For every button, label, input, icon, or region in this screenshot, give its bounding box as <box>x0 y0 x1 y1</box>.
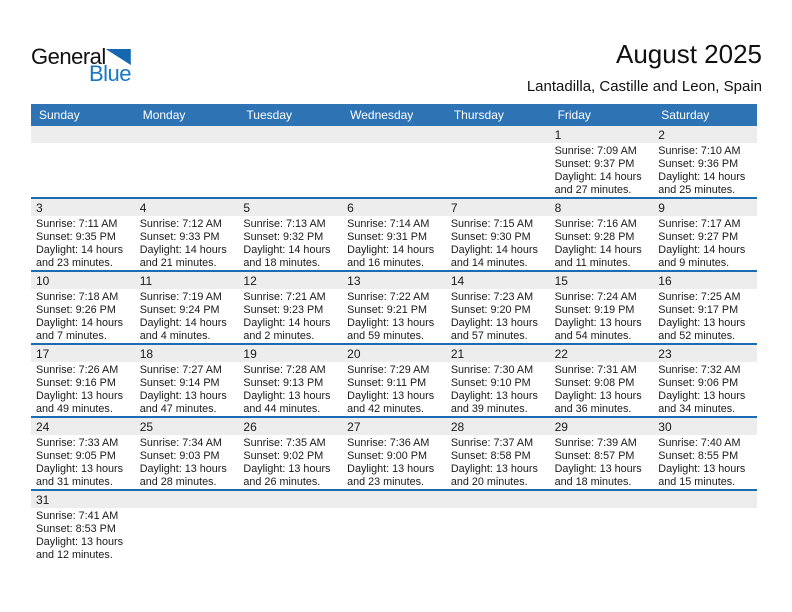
sun-info-line: Sunset: 9:03 PM <box>139 450 220 462</box>
weekday-monday: Monday <box>142 108 186 122</box>
sun-info-line: Sunset: 9:20 PM <box>450 304 531 316</box>
day-cell-7 <box>446 199 550 270</box>
sun-info-line: Sunrise: 7:31 AM <box>554 364 637 376</box>
sun-info-line: and 44 minutes. <box>243 403 321 415</box>
sun-info-line: Daylight: 13 hours <box>347 463 435 475</box>
day-number <box>446 126 550 143</box>
sun-info-line: Sunrise: 7:27 AM <box>139 364 222 376</box>
sun-info-line: Sunrise: 7:24 AM <box>554 291 637 303</box>
sun-info-line: Sunrise: 7:41 AM <box>36 510 119 522</box>
sun-info-line: Sunrise: 7:30 AM <box>450 364 534 376</box>
sun-info-line: Daylight: 13 hours <box>658 390 746 402</box>
sun-info-line: Sunset: 8:55 PM <box>658 450 739 462</box>
sun-info-line: Sunset: 8:57 PM <box>554 450 635 462</box>
day-number: 8 <box>550 199 654 216</box>
sun-info-line: Sunrise: 7:26 AM <box>36 364 119 376</box>
day-cell-9 <box>653 199 757 270</box>
sun-info-line: Daylight: 14 hours <box>554 171 642 183</box>
sun-info-line: Daylight: 13 hours <box>139 463 227 475</box>
sun-info-line: Sunset: 8:53 PM <box>36 523 116 535</box>
day-number: 23 <box>653 345 757 362</box>
sun-info-line: Sunrise: 7:13 AM <box>243 218 326 230</box>
sun-info-line: Daylight: 13 hours <box>554 463 642 475</box>
day-number: 13 <box>342 272 446 289</box>
logo-text-general: General <box>31 44 106 69</box>
day-cell-4 <box>135 199 239 270</box>
day-cell-empty <box>446 491 550 564</box>
week-row-1 <box>31 126 757 199</box>
page-title: August 2025 <box>615 39 762 69</box>
sun-info-line: and 11 minutes. <box>554 257 631 269</box>
day-sun-info <box>446 216 550 270</box>
sun-info-line: Daylight: 13 hours <box>347 390 435 402</box>
day-cell-empty <box>446 126 550 197</box>
day-sun-info <box>31 435 135 489</box>
day-cell-empty <box>342 491 446 564</box>
day-sun-info <box>31 508 135 562</box>
sun-info-line: Sunset: 9:17 PM <box>658 304 739 316</box>
sun-info-line: Sunset: 9:06 PM <box>658 377 739 389</box>
day-cell-empty <box>342 126 446 197</box>
sun-info-line: Sunset: 9:26 PM <box>36 304 116 316</box>
sun-info-line: Daylight: 13 hours <box>243 390 331 402</box>
day-number: 4 <box>135 199 239 216</box>
day-sun-info <box>342 362 446 416</box>
sun-info-line: and 47 minutes. <box>139 403 217 415</box>
sun-info-line: Daylight: 13 hours <box>36 536 124 548</box>
day-sun-info <box>653 143 757 197</box>
title-block <box>527 38 762 95</box>
day-sun-info <box>135 216 239 270</box>
day-number: 18 <box>135 345 239 362</box>
sun-info-line: Sunrise: 7:11 AM <box>36 218 118 230</box>
day-number: 16 <box>653 272 757 289</box>
day-cell-18 <box>135 345 239 416</box>
day-cell-10 <box>31 272 135 343</box>
day-cell-1 <box>550 126 654 197</box>
day-sun-info <box>653 216 757 270</box>
sun-info-line: and 14 minutes. <box>450 257 528 269</box>
day-number <box>135 126 239 143</box>
sun-info-line: Sunrise: 7:16 AM <box>554 218 637 230</box>
day-cell-8 <box>550 199 654 270</box>
sun-info-line: Sunrise: 7:40 AM <box>658 437 741 449</box>
sun-info-line: Sunset: 9:10 PM <box>450 377 531 389</box>
weekday-saturday: Saturday <box>661 108 710 122</box>
weekday-wednesday: Wednesday <box>350 108 414 122</box>
sun-info-line: Sunset: 9:24 PM <box>139 304 220 316</box>
sun-info-line: Sunrise: 7:17 AM <box>658 218 741 230</box>
sun-info-line: Daylight: 14 hours <box>243 244 331 256</box>
weekday-header <box>31 104 757 126</box>
day-sun-info <box>31 289 135 343</box>
day-number: 15 <box>550 272 654 289</box>
day-number <box>238 126 342 143</box>
sun-info-line: and 28 minutes. <box>139 476 217 488</box>
sun-info-line: Sunrise: 7:33 AM <box>36 437 119 449</box>
sun-info-line: Sunset: 9:14 PM <box>139 377 220 389</box>
day-cell-23 <box>653 345 757 416</box>
day-sun-info <box>238 216 342 270</box>
day-cell-21 <box>446 345 550 416</box>
day-sun-info <box>653 289 757 343</box>
sun-info-line: Sunset: 9:32 PM <box>243 231 324 243</box>
sun-info-line: Sunrise: 7:35 AM <box>243 437 326 449</box>
day-number: 2 <box>653 126 757 143</box>
day-sun-info <box>135 435 239 489</box>
sun-info-line: Sunrise: 7:19 AM <box>139 291 222 303</box>
sun-info-line: Sunset: 9:08 PM <box>554 377 635 389</box>
sun-info-line: Daylight: 13 hours <box>243 463 331 475</box>
sun-info-line: Daylight: 14 hours <box>658 171 746 183</box>
sun-info-line: Daylight: 14 hours <box>554 244 642 256</box>
sun-info-line: Sunrise: 7:32 AM <box>658 364 741 376</box>
day-sun-info <box>31 216 135 270</box>
day-number <box>135 491 239 508</box>
day-number: 28 <box>446 418 550 435</box>
sun-info-line: Daylight: 13 hours <box>139 390 227 402</box>
sun-info-line: and 34 minutes. <box>658 403 736 415</box>
day-cell-3 <box>31 199 135 270</box>
sun-info-line: Daylight: 14 hours <box>139 317 227 329</box>
sun-info-line: Sunrise: 7:18 AM <box>36 291 119 303</box>
logo-text-blue: Blue <box>88 61 131 86</box>
day-sun-info <box>31 362 135 416</box>
day-cell-12 <box>238 272 342 343</box>
day-number: 7 <box>446 199 550 216</box>
weekday-tuesday: Tuesday <box>246 108 293 122</box>
day-cell-empty <box>135 491 239 564</box>
calendar-table <box>31 104 757 564</box>
sun-info-line: Sunrise: 7:37 AM <box>450 437 534 449</box>
day-cell-22 <box>550 345 654 416</box>
sun-info-line: and 15 minutes. <box>658 476 736 488</box>
sun-info-line: and 23 minutes. <box>347 476 424 488</box>
page-subtitle: Lantadilla, Castille and Leon, Spain <box>526 78 762 95</box>
sun-info-line: and 21 minutes. <box>139 257 217 269</box>
day-sun-info <box>135 289 239 343</box>
sun-info-line: and 26 minutes. <box>243 476 321 488</box>
sun-info-line: Sunrise: 7:12 AM <box>139 218 222 230</box>
day-number <box>31 126 135 143</box>
day-cell-17 <box>31 345 135 416</box>
sun-info-line: Sunset: 9:23 PM <box>243 304 324 316</box>
sun-info-line: and 2 minutes. <box>243 330 315 342</box>
sun-info-line: Daylight: 13 hours <box>450 463 538 475</box>
sun-info-line: Sunset: 9:30 PM <box>450 231 531 243</box>
day-cell-empty <box>135 126 239 197</box>
day-cell-2 <box>653 126 757 197</box>
sun-info-line: Daylight: 14 hours <box>450 244 538 256</box>
day-number: 26 <box>238 418 342 435</box>
sun-info-line: and 18 minutes. <box>554 476 632 488</box>
day-cell-27 <box>342 418 446 489</box>
day-cell-5 <box>238 199 342 270</box>
day-number: 10 <box>31 272 135 289</box>
day-cell-16 <box>653 272 757 343</box>
sun-info-line: Daylight: 14 hours <box>243 317 331 329</box>
general-blue-logo <box>31 44 131 86</box>
day-number: 6 <box>342 199 446 216</box>
day-sun-info <box>550 216 654 270</box>
day-sun-info <box>446 362 550 416</box>
sun-info-line: and 57 minutes. <box>450 330 528 342</box>
sun-info-line: Sunrise: 7:39 AM <box>554 437 637 449</box>
day-sun-info <box>653 435 757 489</box>
sun-info-line: and 7 minutes. <box>36 330 107 342</box>
day-sun-info <box>446 435 550 489</box>
sun-info-line: and 23 minutes. <box>36 257 113 269</box>
sun-info-line: Daylight: 13 hours <box>347 317 435 329</box>
sun-info-line: and 52 minutes. <box>658 330 736 342</box>
sun-info-line: Daylight: 14 hours <box>36 317 124 329</box>
day-number <box>653 491 757 508</box>
day-number: 14 <box>446 272 550 289</box>
sun-info-line: Sunrise: 7:09 AM <box>554 145 637 157</box>
sun-info-line: Daylight: 13 hours <box>450 390 538 402</box>
day-number: 27 <box>342 418 446 435</box>
day-number <box>342 126 446 143</box>
sun-info-line: Sunrise: 7:29 AM <box>347 364 430 376</box>
sun-info-line: and 27 minutes. <box>554 184 632 196</box>
sun-info-line: Sunset: 9:28 PM <box>554 231 635 243</box>
day-number: 20 <box>342 345 446 362</box>
sun-info-line: Sunrise: 7:34 AM <box>139 437 222 449</box>
sun-info-line: Sunset: 8:58 PM <box>450 450 531 462</box>
sun-info-line: and 16 minutes. <box>347 257 424 269</box>
sun-info-line: Sunrise: 7:36 AM <box>347 437 430 449</box>
sun-info-line: Sunrise: 7:15 AM <box>450 218 534 230</box>
day-number: 24 <box>31 418 135 435</box>
day-number: 29 <box>550 418 654 435</box>
day-sun-info <box>238 435 342 489</box>
sun-info-line: Sunset: 9:00 PM <box>347 450 427 462</box>
sun-info-line: and 39 minutes. <box>450 403 528 415</box>
day-number: 17 <box>31 345 135 362</box>
sun-info-line: and 4 minutes. <box>139 330 211 342</box>
sun-info-line: and 31 minutes. <box>36 476 113 488</box>
sun-info-line: Daylight: 13 hours <box>36 390 124 402</box>
day-cell-26 <box>238 418 342 489</box>
day-sun-info <box>238 362 342 416</box>
sun-info-line: Sunrise: 7:22 AM <box>347 291 430 303</box>
sun-info-line: and 25 minutes. <box>658 184 736 196</box>
day-number <box>342 491 446 508</box>
sun-info-line: Sunset: 9:35 PM <box>36 231 116 243</box>
day-number: 12 <box>238 272 342 289</box>
weekday-friday: Friday <box>557 108 591 122</box>
day-cell-31 <box>31 491 135 564</box>
day-cell-13 <box>342 272 446 343</box>
sun-info-line: Sunset: 9:02 PM <box>243 450 324 462</box>
sun-info-line: Sunset: 9:19 PM <box>554 304 635 316</box>
calendar-grid <box>31 126 757 564</box>
sun-info-line: Daylight: 14 hours <box>139 244 227 256</box>
day-sun-info <box>238 289 342 343</box>
sun-info-line: Sunset: 9:16 PM <box>36 377 116 389</box>
sun-info-line: Sunrise: 7:14 AM <box>347 218 430 230</box>
day-number: 1 <box>550 126 654 143</box>
day-sun-info <box>342 289 446 343</box>
day-number: 9 <box>653 199 757 216</box>
sun-info-line: Daylight: 13 hours <box>450 317 538 329</box>
sun-info-line: Sunrise: 7:23 AM <box>450 291 534 303</box>
sun-info-line: Sunset: 9:36 PM <box>658 158 739 170</box>
day-cell-29 <box>550 418 654 489</box>
day-number: 30 <box>653 418 757 435</box>
sun-info-line: and 12 minutes. <box>36 549 113 561</box>
sun-info-line: Sunrise: 7:21 AM <box>243 291 326 303</box>
weekday-thursday: Thursday <box>453 108 504 122</box>
sun-info-line: Sunset: 9:31 PM <box>347 231 427 243</box>
day-sun-info <box>342 435 446 489</box>
day-cell-14 <box>446 272 550 343</box>
day-cell-28 <box>446 418 550 489</box>
day-number <box>550 491 654 508</box>
week-row-2 <box>31 199 757 272</box>
day-sun-info <box>135 362 239 416</box>
day-cell-empty <box>238 491 342 564</box>
day-sun-info <box>653 362 757 416</box>
sun-info-line: Daylight: 14 hours <box>347 244 435 256</box>
weekday-sunday: Sunday <box>39 108 80 122</box>
sun-info-line: and 9 minutes. <box>658 257 730 269</box>
sun-info-line: Sunset: 9:11 PM <box>347 377 427 389</box>
sun-info-line: Sunrise: 7:28 AM <box>243 364 326 376</box>
sun-info-line: Sunset: 9:13 PM <box>243 377 324 389</box>
sun-info-line: and 59 minutes. <box>347 330 424 342</box>
sun-info-line: and 49 minutes. <box>36 403 113 415</box>
day-number: 22 <box>550 345 654 362</box>
sun-info-line: Daylight: 13 hours <box>554 390 642 402</box>
day-number: 3 <box>31 199 135 216</box>
sun-info-line: Sunrise: 7:25 AM <box>658 291 741 303</box>
day-number: 21 <box>446 345 550 362</box>
day-sun-info <box>550 435 654 489</box>
sun-info-line: and 20 minutes. <box>450 476 528 488</box>
day-number: 31 <box>31 491 135 508</box>
sun-info-line: Daylight: 13 hours <box>36 463 124 475</box>
sun-info-line: Daylight: 13 hours <box>658 317 746 329</box>
week-row-3 <box>31 272 757 345</box>
day-sun-info <box>446 289 550 343</box>
sun-info-line: Sunrise: 7:10 AM <box>658 145 741 157</box>
sun-info-line: Sunset: 9:21 PM <box>347 304 427 316</box>
day-cell-19 <box>238 345 342 416</box>
sun-info-line: and 36 minutes. <box>554 403 632 415</box>
day-cell-25 <box>135 418 239 489</box>
day-number <box>446 491 550 508</box>
sun-info-line: Sunset: 9:05 PM <box>36 450 116 462</box>
day-sun-info <box>550 143 654 197</box>
day-cell-20 <box>342 345 446 416</box>
sun-info-line: Daylight: 14 hours <box>36 244 124 256</box>
day-number: 19 <box>238 345 342 362</box>
day-number: 11 <box>135 272 239 289</box>
sun-info-line: and 54 minutes. <box>554 330 632 342</box>
week-row-5 <box>31 418 757 491</box>
sun-info-line: and 18 minutes. <box>243 257 321 269</box>
sun-info-line: Sunset: 9:27 PM <box>658 231 739 243</box>
sun-info-line: Daylight: 13 hours <box>554 317 642 329</box>
sun-info-line: Daylight: 14 hours <box>658 244 746 256</box>
day-number: 25 <box>135 418 239 435</box>
week-row-4 <box>31 345 757 418</box>
sun-info-line: Sunset: 9:33 PM <box>139 231 220 243</box>
day-cell-empty <box>31 126 135 197</box>
sun-info-line: and 42 minutes. <box>347 403 424 415</box>
day-cell-24 <box>31 418 135 489</box>
day-cell-empty <box>238 126 342 197</box>
day-number <box>238 491 342 508</box>
day-sun-info <box>550 362 654 416</box>
day-number: 5 <box>238 199 342 216</box>
day-cell-6 <box>342 199 446 270</box>
day-cell-30 <box>653 418 757 489</box>
day-cell-empty <box>653 491 757 564</box>
day-cell-15 <box>550 272 654 343</box>
day-cell-empty <box>550 491 654 564</box>
day-sun-info <box>342 216 446 270</box>
sun-info-line: Daylight: 13 hours <box>658 463 746 475</box>
week-row-6 <box>31 491 757 564</box>
sun-info-line: Sunset: 9:37 PM <box>554 158 635 170</box>
day-cell-11 <box>135 272 239 343</box>
day-sun-info <box>550 289 654 343</box>
